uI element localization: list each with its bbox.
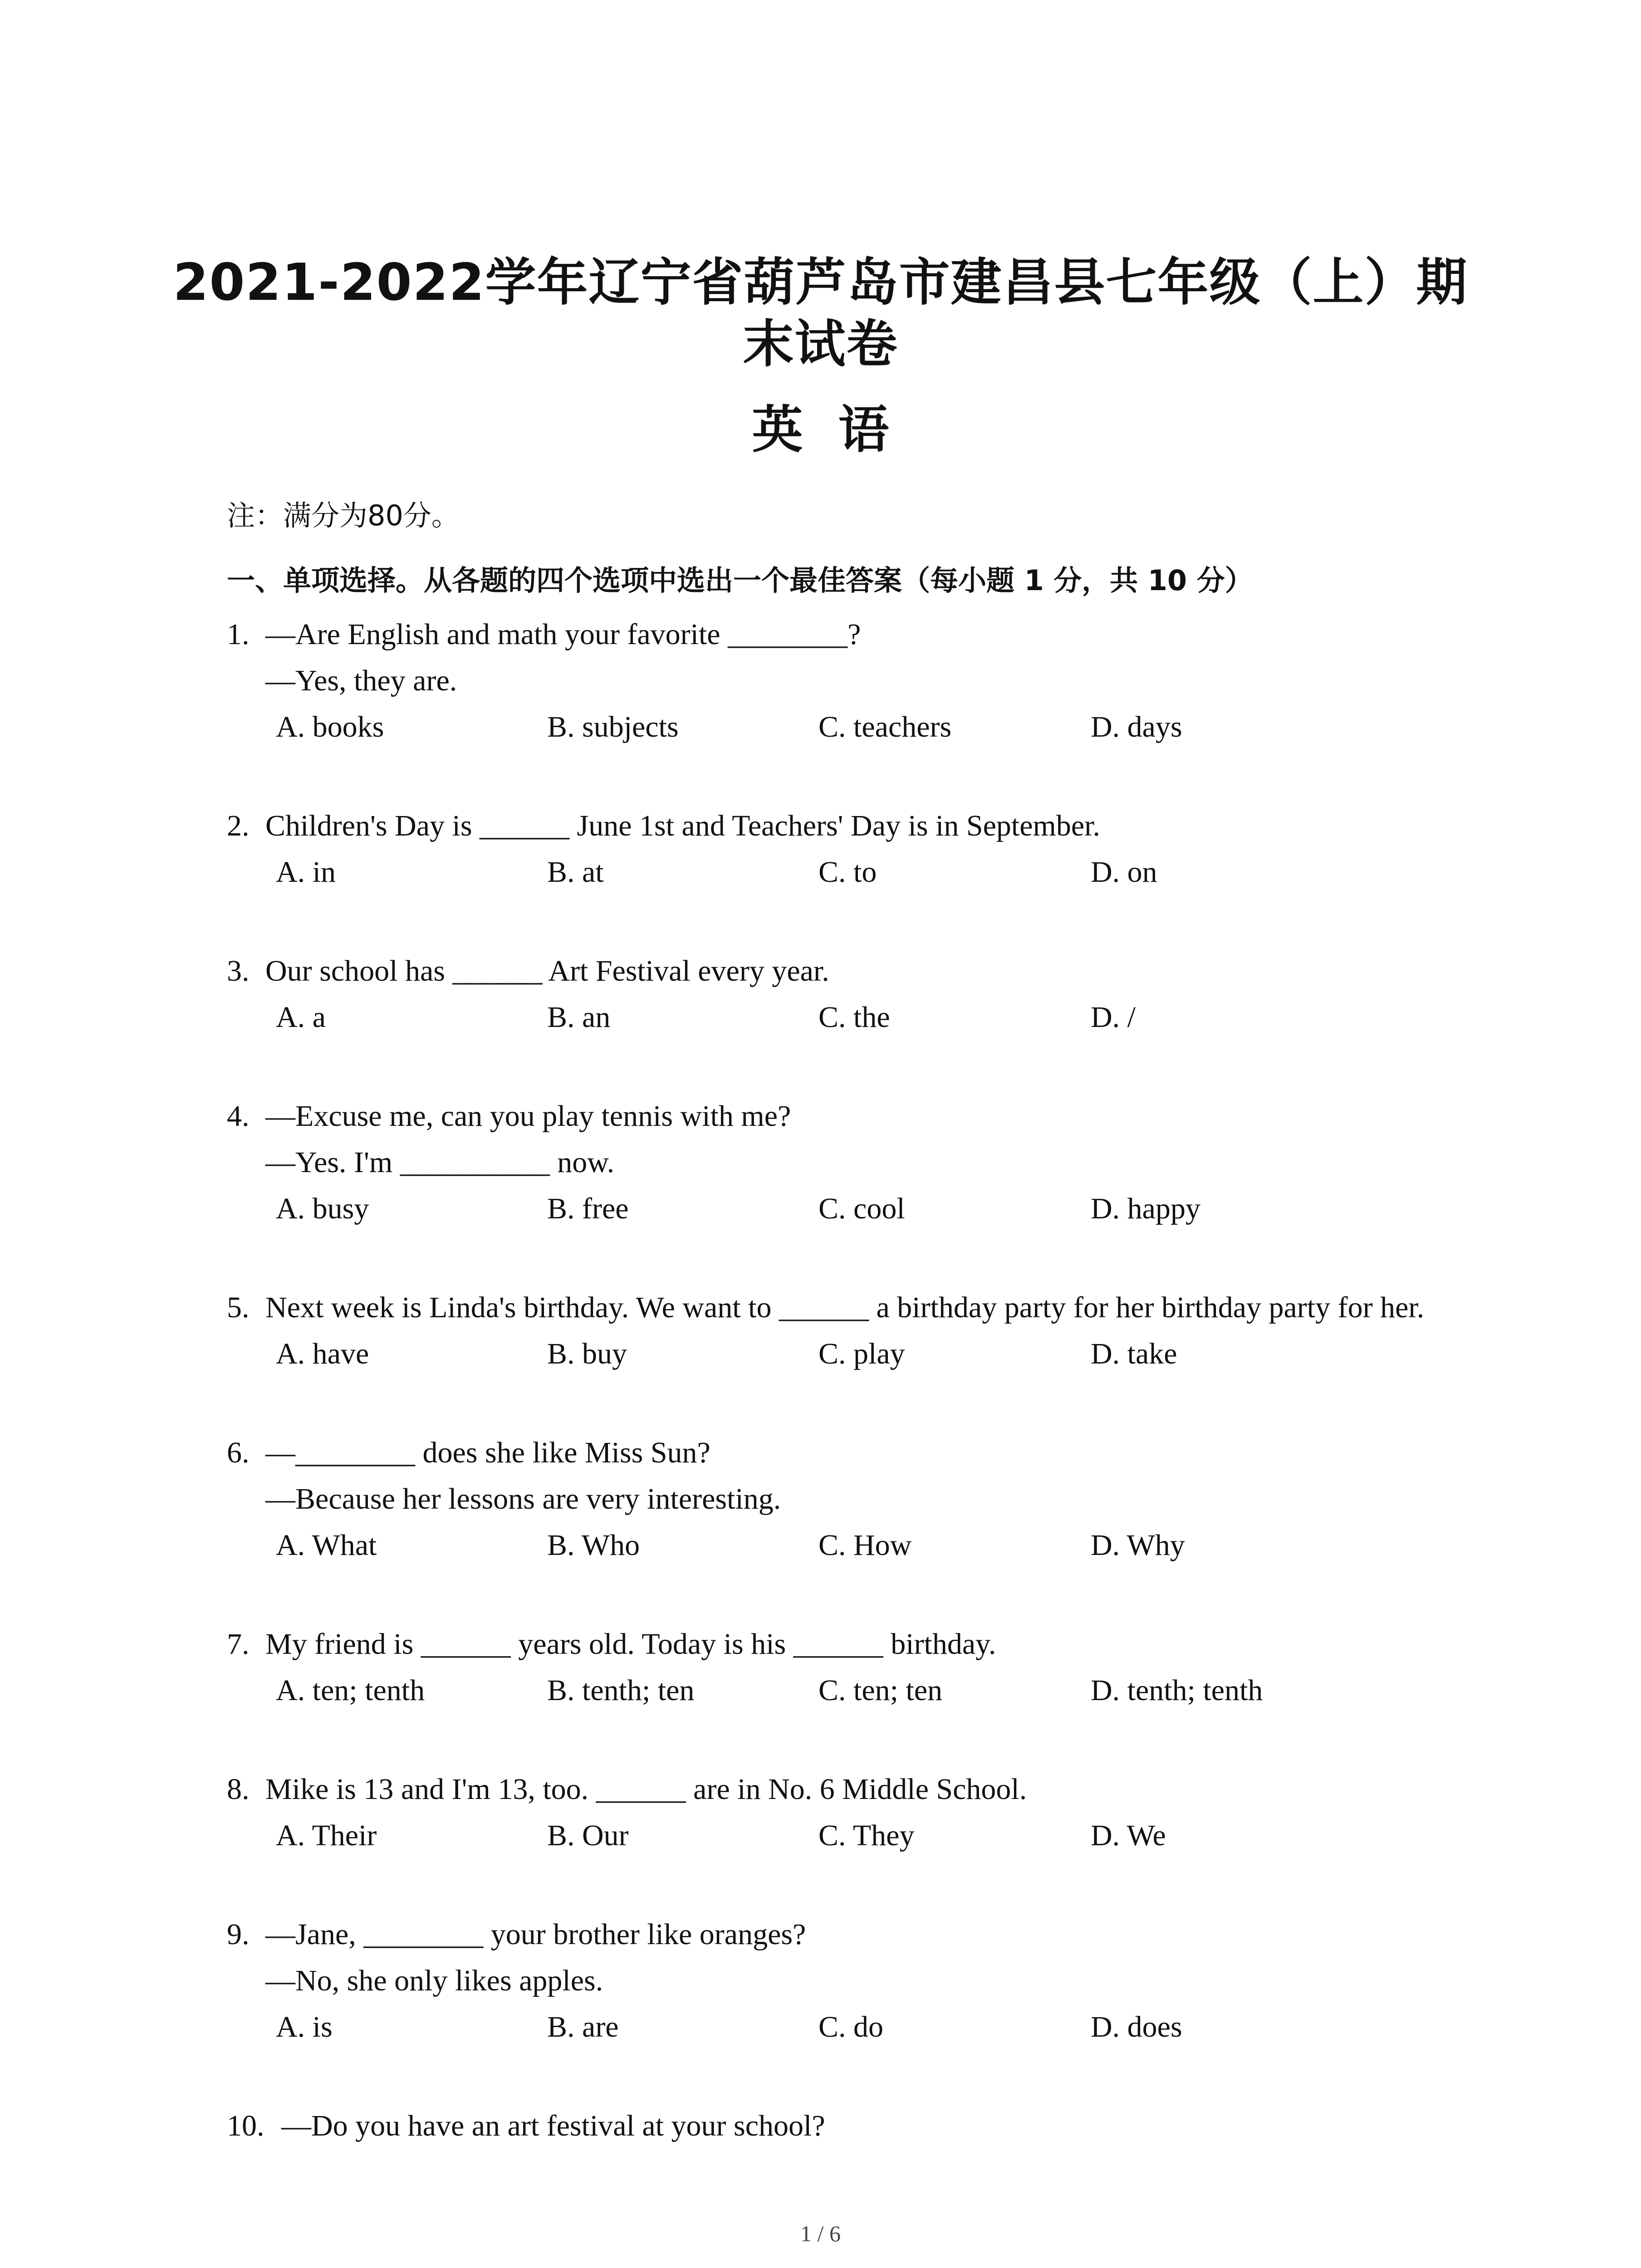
option-d: D. days [1091,710,1182,743]
options-row [227,1667,1497,1714]
question-7 [227,1621,1497,1714]
option-c: C. ten; ten [818,1674,943,1707]
question-number: 6. [227,1436,250,1469]
option-a: A. What [276,1529,377,1562]
option-d: D. / [1091,1001,1136,1034]
question-stem: Next week is Linda's birthday. We want to ______ a birthday party for her birthday party for her. [265,1291,1425,1324]
question-number: 10. [227,2109,265,2142]
question-number: 8. [227,1773,250,1806]
title-line-1: 2021-2022学年辽宁省葫芦岛市建昌县七年级（上）期 [173,253,1468,312]
option-c: C. the [818,1001,890,1034]
option-b: B. at [547,855,604,889]
option-a: A. have [276,1337,369,1370]
question-number: 4. [227,1100,250,1133]
option-a: A. Their [276,1819,377,1852]
question-line2: —Yes, they are. [265,664,457,697]
question-10 [227,2103,1497,2149]
question-9 [227,1911,1497,2050]
question-stem: —Are English and math your favorite ________? [265,618,861,651]
question-stem: —Do you have an art festival at your school? [281,2109,825,2142]
question-number: 2. [227,809,250,842]
option-c: C. cool [818,1192,905,1225]
option-d: D. tenth; tenth [1091,1674,1263,1707]
option-a: A. is [276,2010,333,2043]
options-row [227,1331,1497,1377]
option-d: D. on [1091,855,1157,889]
options-row [227,2004,1497,2050]
option-b: B. tenth; ten [547,1674,695,1707]
question-stem: —________ does she like Miss Sun? [265,1436,710,1469]
question-line2: —Yes. I'm __________ now. [265,1146,615,1179]
question-2 [227,803,1497,895]
page-number: 1 / 6 [800,2221,841,2246]
option-b: B. Who [547,1529,640,1562]
option-c: C. teachers [818,710,952,743]
question-number: 5. [227,1291,250,1324]
option-b: B. are [547,2010,619,2043]
title-line-2: 末试卷 [743,315,898,374]
question-stem: —Jane, ________ your brother like oranges? [265,1918,806,1951]
section-heading: 一、单项选择。从各题的四个选项中选出一个最佳答案（每小题 1 分，共 10 分） [227,564,1253,597]
option-b: B. buy [547,1337,627,1370]
option-c: C. They [818,1819,915,1852]
question-5 [227,1285,1497,1377]
option-c: C. do [818,2010,884,2043]
question-1 [227,611,1497,750]
option-c: C. to [818,855,877,889]
option-d: D. happy [1091,1192,1200,1225]
question-number: 7. [227,1628,250,1661]
question-6 [227,1430,1497,1569]
option-a: A. busy [276,1192,369,1225]
option-d: D. does [1091,2010,1182,2043]
question-stem: My friend is ______ years old. Today is his ______ birthday. [265,1628,996,1661]
question-number: 9. [227,1918,250,1951]
options-row [227,849,1497,895]
score-note: 注：满分为80分。 [227,499,460,532]
option-c: C. How [818,1529,912,1562]
options-row [227,994,1497,1041]
question-stem: Children's Day is ______ June 1st and Teachers' Day is in September. [265,809,1100,842]
question-line2: —Because her lessons are very interesting. [265,1482,781,1515]
question-line2: —No, she only likes apples. [265,1964,603,1997]
option-c: C. play [818,1337,905,1370]
option-d: D. take [1091,1337,1177,1370]
question-number: 3. [227,954,250,987]
question-stem: —Excuse me, can you play tennis with me? [265,1100,791,1133]
subject-heading: 英 语 [752,401,889,459]
question-8 [227,1766,1497,1859]
option-a: A. a [276,1001,326,1034]
option-b: B. free [547,1192,629,1225]
option-b: B. Our [547,1819,629,1852]
document-title [0,252,1641,375]
options-row [227,1522,1497,1569]
question-3 [227,948,1497,1041]
options-row [227,704,1497,750]
question-stem: Our school has ______ Art Festival every year. [265,954,829,987]
option-a: A. books [276,710,384,743]
option-b: B. subjects [547,710,679,743]
question-number: 1. [227,618,250,651]
question-stem: Mike is 13 and I'm 13, too. ______ are in No. 6 Middle School. [265,1773,1027,1806]
options-row [227,1186,1497,1232]
question-4 [227,1093,1497,1232]
option-b: B. an [547,1001,611,1034]
option-d: D. We [1091,1819,1166,1852]
option-a: A. in [276,855,336,889]
options-row [227,1813,1497,1859]
option-d: D. Why [1091,1529,1185,1562]
option-a: A. ten; tenth [276,1674,425,1707]
